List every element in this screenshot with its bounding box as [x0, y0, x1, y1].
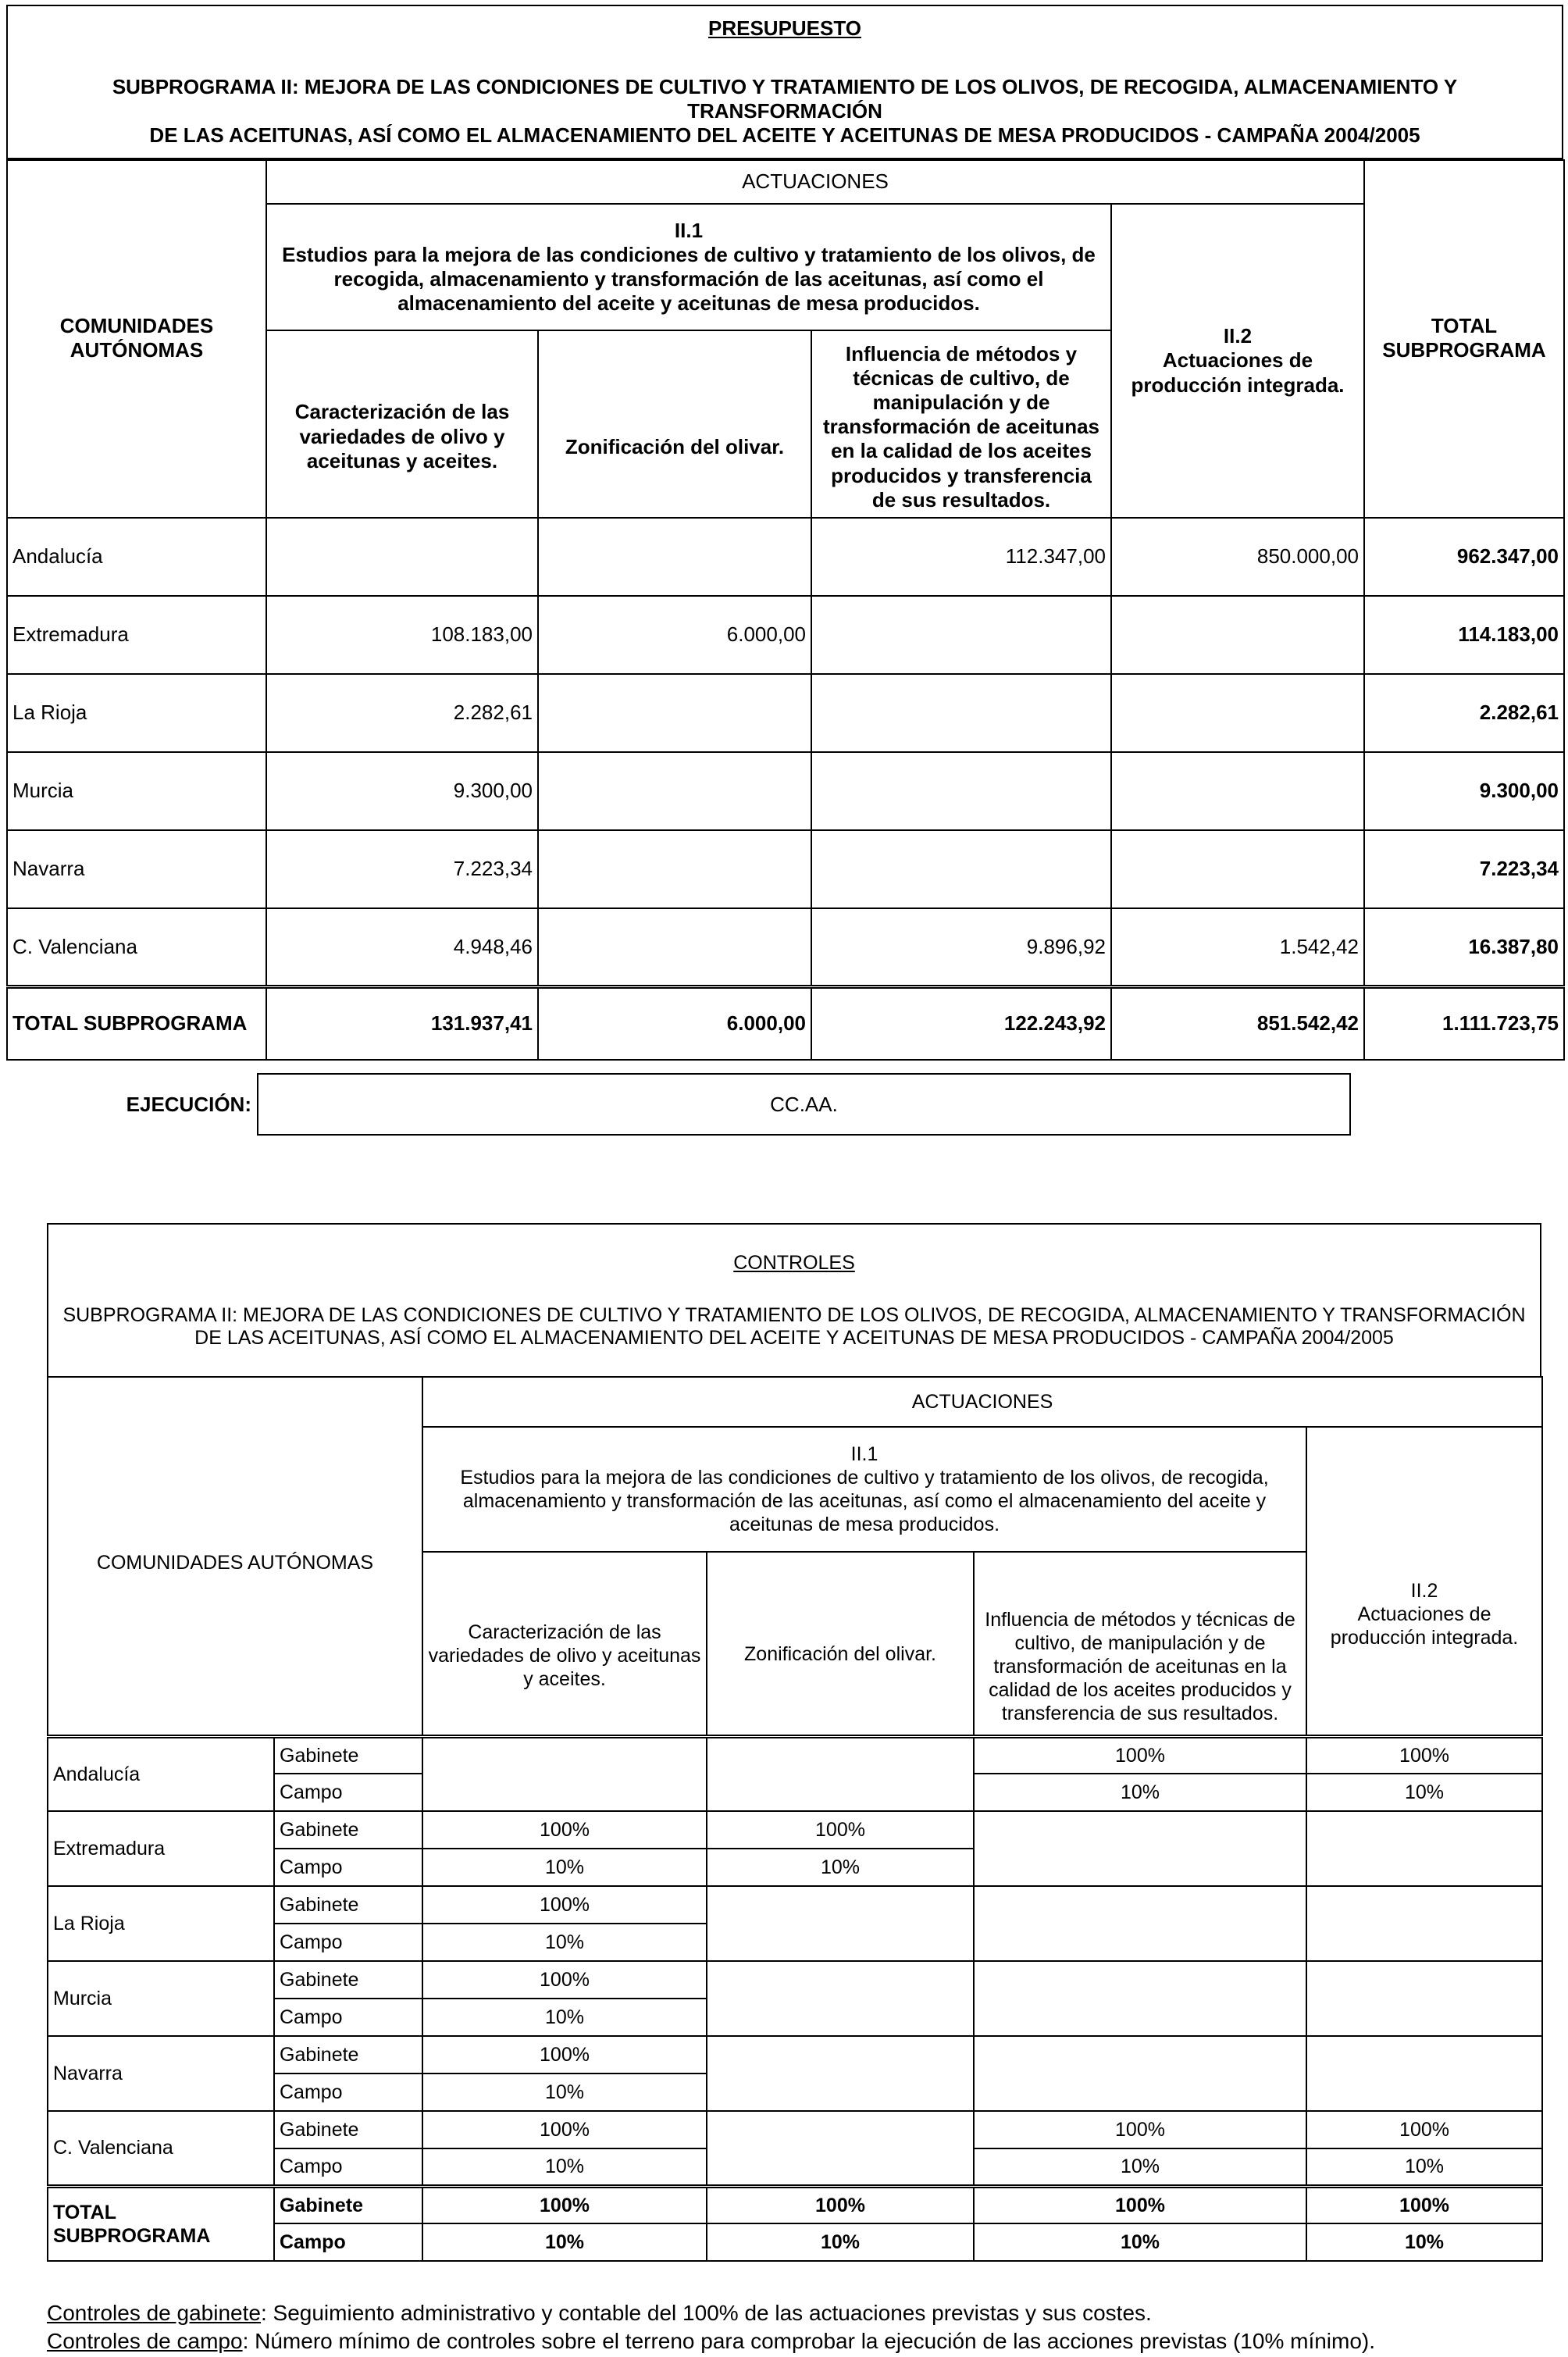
total-ii2: 10% [1306, 2223, 1542, 2261]
cell-caracterizacion: 4.948,46 [266, 908, 538, 986]
presupuesto-subtitle-line2: DE LAS ACEITUNAS, ASÍ COMO EL ALMACENAMIENTO DEL ACEITE Y ACEITUNAS DE MESA PRODUCIDOS - CAMPAÑA 2004/2005 [149, 123, 1420, 148]
cell-ii2 [1306, 1886, 1542, 1961]
total-zonificacion: 6.000,00 [538, 986, 811, 1060]
gabinete-label: Gabinete [274, 2111, 422, 2148]
cell-ii2: 10% [1306, 1774, 1542, 1811]
controles-sub-influencia: Influencia de métodos y técnicas de cultivo, de manipulación y de transformación de aceitunas en la calidad de los aceites producidos y transferencia de sus resultados. [974, 1552, 1306, 1736]
cell-total: 114.183,00 [1364, 596, 1564, 674]
cell-caracterizacion: 100% [422, 2111, 707, 2148]
row-name: Murcia [7, 752, 266, 830]
controles-table [47, 1376, 1543, 2262]
presupuesto-subtitle-line1: SUBPROGRAMA II: MEJORA DE LAS CONDICIONES DE CULTIVO Y TRATAMIENTO DE LOS OLIVOS, DE RECOGIDA, ALMACENAMIENTO Y TRANSFORMACIÓN [112, 74, 1458, 123]
row-name: La Rioja [48, 1886, 274, 1961]
controles-sub-zonificacion: Zonificación del olivar. [707, 1552, 974, 1736]
total-influencia: 122.243,92 [811, 986, 1111, 1060]
table-row [7, 752, 1564, 830]
cell-total: 2.282,61 [1364, 674, 1564, 752]
campo-label: Campo [274, 2223, 422, 2261]
controles-sub-caracterizacion: Caracterización de las variedades de olivo y aceitunas y aceites. [422, 1552, 707, 1736]
cell-influencia: 100% [974, 1736, 1306, 1774]
cell-ii2: 850.000,00 [1111, 518, 1364, 596]
cell-caracterizacion: 100% [422, 2036, 707, 2074]
cell-influencia [974, 1811, 1306, 1886]
cell-influencia [811, 596, 1111, 674]
row-name: Andalucía [48, 1736, 274, 1811]
cell-zonificacion [707, 1886, 974, 1961]
cell-caracterizacion: 10% [422, 1849, 707, 1886]
cell-influencia: 10% [974, 1774, 1306, 1811]
footnote-gabinete [47, 2301, 1152, 2326]
table-row [7, 830, 1564, 908]
cell-ii2 [1111, 752, 1364, 830]
row-name: C. Valenciana [48, 2111, 274, 2186]
row-name: C. Valenciana [7, 908, 266, 986]
controles-subtitle-line1: SUBPROGRAMA II: MEJORA DE LAS CONDICIONES DE CULTIVO Y TRATAMIENTO DE LOS OLIVOS, DE RECOGIDA, ALMACENAMIENTO Y TRANSFORMACIÓN [62, 1303, 1526, 1326]
cell-caracterizacion: 100% [422, 1886, 707, 1924]
cell-caracterizacion: 100% [422, 1811, 707, 1849]
presupuesto-sub-influencia: Influencia de métodos y técnicas de cultivo, de manipulación y de transformación de aceitunas en la calidad de los aceites producidos y transferencia de sus resultados. [811, 330, 1111, 518]
presupuesto-table [6, 159, 1565, 1061]
cell-zonificacion [538, 674, 811, 752]
presupuesto-ii2-header [1111, 204, 1364, 518]
cell-ii2 [1111, 596, 1364, 674]
cell-influencia: 100% [974, 2111, 1306, 2148]
cell-influencia [974, 1886, 1306, 1961]
row-name: Navarra [48, 2036, 274, 2111]
footnote-gabinete-text: : Seguimiento administrativo y contable del 100% de las actuaciones previstas y sus costes. [260, 2301, 1152, 2325]
total-ii2: 851.542,42 [1111, 986, 1364, 1060]
cell-total: 962.347,00 [1364, 518, 1564, 596]
total-total: 1.111.723,75 [1364, 986, 1564, 1060]
total-caracterizacion: 131.937,41 [266, 986, 538, 1060]
gabinete-label: Gabinete [274, 1886, 422, 1924]
controles-ii2-code: II.2 [1410, 1580, 1438, 1602]
cell-ii2: 10% [1306, 2148, 1542, 2186]
table-row [7, 518, 1564, 596]
cell-zonificacion [707, 2036, 974, 2111]
total-influencia: 100% [974, 2186, 1306, 2223]
row-name: Andalucía [7, 518, 266, 596]
cell-ii2 [1306, 1811, 1542, 1886]
campo-label: Campo [274, 1849, 422, 1886]
footnote-campo-text: : Número mínimo de controles sobre el terreno para comprobar la ejecución de las acciones previstas (10% mínimo). [242, 2329, 1376, 2353]
cell-caracterizacion: 10% [422, 1999, 707, 2036]
ejecucion-label: EJECUCIÓN: [126, 1093, 251, 1116]
presupuesto-ii2-title: Actuaciones de producción integrada. [1131, 348, 1345, 397]
presupuesto-col-comunidades: COMUNIDADES AUTÓNOMAS [7, 160, 266, 518]
campo-label: Campo [274, 1924, 422, 1961]
footnote-campo-label: Controles de campo [47, 2329, 243, 2353]
total-ii2: 100% [1306, 2186, 1542, 2223]
campo-label: Campo [274, 1999, 422, 2036]
cell-influencia [811, 752, 1111, 830]
total-influencia: 10% [974, 2223, 1306, 2261]
cell-ii2 [1111, 830, 1364, 908]
controles-ii1-header [422, 1427, 1306, 1552]
controles-ii2-title: Actuaciones de producción integrada. [1330, 1603, 1519, 1649]
controles-ii2-header [1306, 1427, 1542, 1736]
cell-caracterizacion: 10% [422, 1924, 707, 1961]
controles-ii1-code: II.1 [850, 1443, 878, 1465]
table-row [48, 1811, 1542, 1849]
ejecucion-box [126, 1073, 1351, 1136]
presupuesto-col-total: TOTAL SUBPROGRAMA [1364, 160, 1564, 518]
presupuesto-ii1-title: Estudios para la mejora de las condiciones de cultivo y tratamiento de los olivos, de recogida, almacenamiento y transformación de las aceitunas, así como el almacenamiento del aceite y aceitunas de mesa producidos. [282, 242, 1096, 316]
controles-subtitle-line2: DE LAS ACEITUNAS, ASÍ COMO EL ALMACENAMIENTO DEL ACEITE Y ACEITUNAS DE MESA PRODUCIDOS - CAMPAÑA 2004/2005 [194, 1326, 1394, 1349]
cell-caracterizacion: 10% [422, 2148, 707, 2186]
table-row [48, 1736, 1542, 1774]
cell-zonificacion [538, 908, 811, 986]
cell-influencia: 9.896,92 [811, 908, 1111, 986]
table-row [48, 2036, 1542, 2074]
cell-zonificacion [707, 1736, 974, 1811]
campo-label: Campo [274, 1774, 422, 1811]
ejecucion-value: CC.AA. [258, 1074, 1350, 1135]
cell-influencia: 10% [974, 2148, 1306, 2186]
cell-zonificacion [538, 518, 811, 596]
controles-title-box [47, 1223, 1541, 1378]
campo-label: Campo [274, 2074, 422, 2111]
cell-caracterizacion: 10% [422, 2074, 707, 2111]
controles-ii1-title: Estudios para la mejora de las condiciones de cultivo y tratamiento de los olivos, de recogida, almacenamiento y transformación de las aceitunas, así como el almacenamiento del aceite y aceitunas de mesa producidos. [460, 1467, 1269, 1535]
table-row [48, 1886, 1542, 1924]
gabinete-label: Gabinete [274, 1736, 422, 1774]
row-name: Extremadura [7, 596, 266, 674]
campo-label: Campo [274, 2148, 422, 2186]
presupuesto-actuaciones-header: ACTUACIONES [266, 160, 1364, 204]
total-zonificacion: 10% [707, 2223, 974, 2261]
cell-caracterizacion [422, 1736, 707, 1811]
row-name: La Rioja [7, 674, 266, 752]
total-caracterizacion: 10% [422, 2223, 707, 2261]
cell-total: 7.223,34 [1364, 830, 1564, 908]
cell-ii2: 100% [1306, 1736, 1542, 1774]
cell-influencia [974, 1961, 1306, 2036]
table-row [48, 1961, 1542, 1999]
cell-caracterizacion: 100% [422, 1961, 707, 1999]
presupuesto-ii2-code: II.2 [1223, 324, 1253, 348]
cell-caracterizacion [266, 518, 538, 596]
controles-heading: CONTROLES [733, 1251, 855, 1274]
cell-ii2 [1111, 674, 1364, 752]
cell-ii2 [1306, 2036, 1542, 2111]
cell-zonificacion [707, 1961, 974, 2036]
cell-total: 9.300,00 [1364, 752, 1564, 830]
total-row [48, 2186, 1542, 2223]
cell-influencia [811, 674, 1111, 752]
presupuesto-ii1-code: II.1 [674, 218, 704, 242]
cell-zonificacion: 100% [707, 1811, 974, 1849]
cell-ii2 [1306, 1961, 1542, 2036]
total-label: TOTAL SUBPROGRAMA [7, 986, 266, 1060]
table-row [7, 908, 1564, 986]
cell-ii2: 100% [1306, 2111, 1542, 2148]
cell-zonificacion [707, 2111, 974, 2186]
table-row [7, 596, 1564, 674]
cell-zonificacion [538, 752, 811, 830]
cell-caracterizacion: 9.300,00 [266, 752, 538, 830]
gabinete-label: Gabinete [274, 2036, 422, 2074]
presupuesto-ii1-header [266, 204, 1111, 330]
row-name: Extremadura [48, 1811, 274, 1886]
total-caracterizacion: 100% [422, 2186, 707, 2223]
total-label: TOTAL SUBPROGRAMA [48, 2186, 274, 2261]
cell-zonificacion [538, 830, 811, 908]
cell-influencia: 112.347,00 [811, 518, 1111, 596]
table-row [48, 2111, 1542, 2148]
presupuesto-heading: PRESUPUESTO [707, 16, 861, 40]
footnote-campo [47, 2329, 1375, 2354]
presupuesto-sub-zonificacion: Zonificación del olivar. [538, 330, 811, 518]
controles-actuaciones-header: ACTUACIONES [422, 1377, 1542, 1427]
cell-zonificacion: 10% [707, 1849, 974, 1886]
cell-caracterizacion: 2.282,61 [266, 674, 538, 752]
cell-influencia [811, 830, 1111, 908]
total-zonificacion: 100% [707, 2186, 974, 2223]
presupuesto-sub-caracterizacion: Caracterización de las variedades de olivo y aceitunas y aceites. [266, 330, 538, 518]
cell-ii2: 1.542,42 [1111, 908, 1364, 986]
controles-col-comunidades: COMUNIDADES AUTÓNOMAS [48, 1377, 422, 1736]
cell-total: 16.387,80 [1364, 908, 1564, 986]
cell-caracterizacion: 7.223,34 [266, 830, 538, 908]
cell-zonificacion: 6.000,00 [538, 596, 811, 674]
table-row [7, 674, 1564, 752]
presupuesto-title-box [6, 5, 1563, 159]
row-name: Navarra [7, 830, 266, 908]
gabinete-label: Gabinete [274, 1961, 422, 1999]
cell-caracterizacion: 108.183,00 [266, 596, 538, 674]
row-name: Murcia [48, 1961, 274, 2036]
footnote-gabinete-label: Controles de gabinete [47, 2301, 261, 2325]
gabinete-label: Gabinete [274, 1811, 422, 1849]
gabinete-label: Gabinete [274, 2186, 422, 2223]
total-row [7, 986, 1564, 1060]
cell-influencia [974, 2036, 1306, 2111]
